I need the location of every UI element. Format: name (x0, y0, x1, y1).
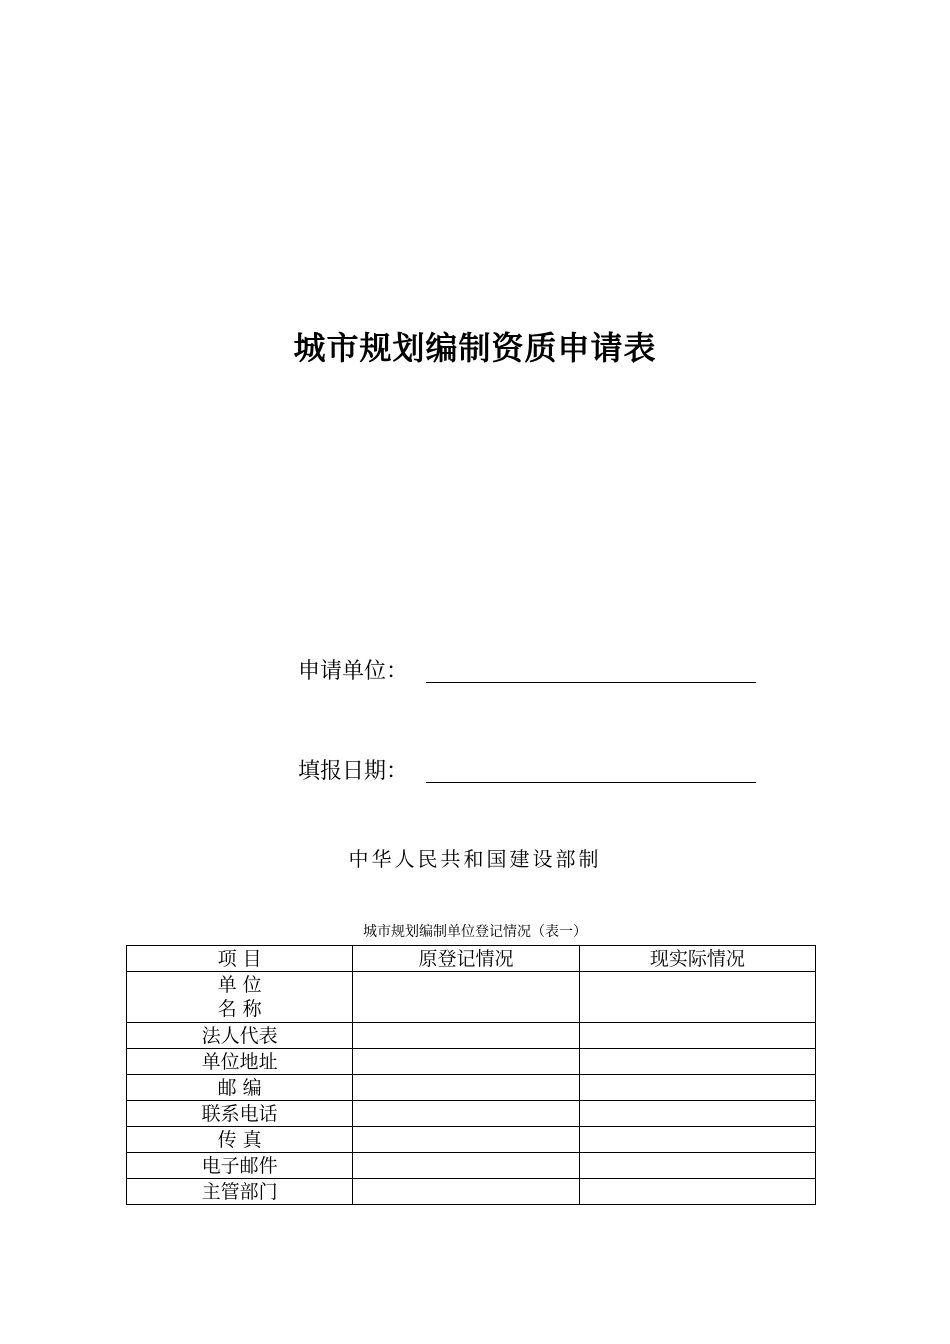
registration-table (126, 945, 816, 1205)
cell-current[interactable] (579, 1023, 815, 1049)
table-caption: 城市规划编制单位登记情况（表一） (363, 924, 587, 940)
fill-date-label: 填报日期： (298, 759, 409, 784)
row-label: 传 真 (127, 1127, 353, 1153)
row-label: 联系电话 (127, 1101, 353, 1127)
header-item: 项 目 (127, 946, 353, 972)
table-row (127, 1179, 816, 1205)
applicant-unit-blank[interactable] (426, 682, 756, 683)
cell-current[interactable] (579, 972, 815, 1023)
cell-original[interactable] (353, 1127, 579, 1153)
table-row (127, 1127, 816, 1153)
table-row (127, 1049, 816, 1075)
table-row (127, 1153, 816, 1179)
row-label: 电子邮件 (127, 1153, 353, 1179)
cell-current[interactable] (579, 1153, 815, 1179)
row-label: 法人代表 (127, 1023, 353, 1049)
document-title: 城市规划编制资质申请表 (293, 329, 657, 367)
cell-original[interactable] (353, 1075, 579, 1101)
cell-original[interactable] (353, 1049, 579, 1075)
row-label: 主管部门 (127, 1179, 353, 1205)
table-row (127, 1075, 816, 1101)
cell-original[interactable] (353, 1153, 579, 1179)
table-row (127, 972, 816, 1023)
header-current: 现实际情况 (579, 946, 815, 972)
row-label-line: 单 位 (217, 974, 262, 996)
cell-current[interactable] (579, 1179, 815, 1205)
table-row (127, 1101, 816, 1127)
row-label: 邮 编 (127, 1075, 353, 1101)
cell-original[interactable] (353, 1179, 579, 1205)
row-label: 单位地址 (127, 1049, 353, 1075)
applicant-unit-label: 申请单位： (298, 659, 409, 684)
cell-original[interactable] (353, 1101, 579, 1127)
row-label-unit-name (127, 972, 353, 1023)
cell-original[interactable] (353, 1023, 579, 1049)
cell-current[interactable] (579, 1101, 815, 1127)
cell-current[interactable] (579, 1127, 815, 1153)
fill-date-blank[interactable] (426, 782, 756, 783)
cell-original[interactable] (353, 972, 579, 1023)
cell-current[interactable] (579, 1049, 815, 1075)
table-row (127, 1023, 816, 1049)
table-header-row (127, 946, 816, 972)
header-original: 原登记情况 (353, 946, 579, 972)
issuer-text: 中华人民共和国建设部制 (348, 847, 602, 871)
cell-current[interactable] (579, 1075, 815, 1101)
row-label-line: 名 称 (217, 998, 262, 1020)
